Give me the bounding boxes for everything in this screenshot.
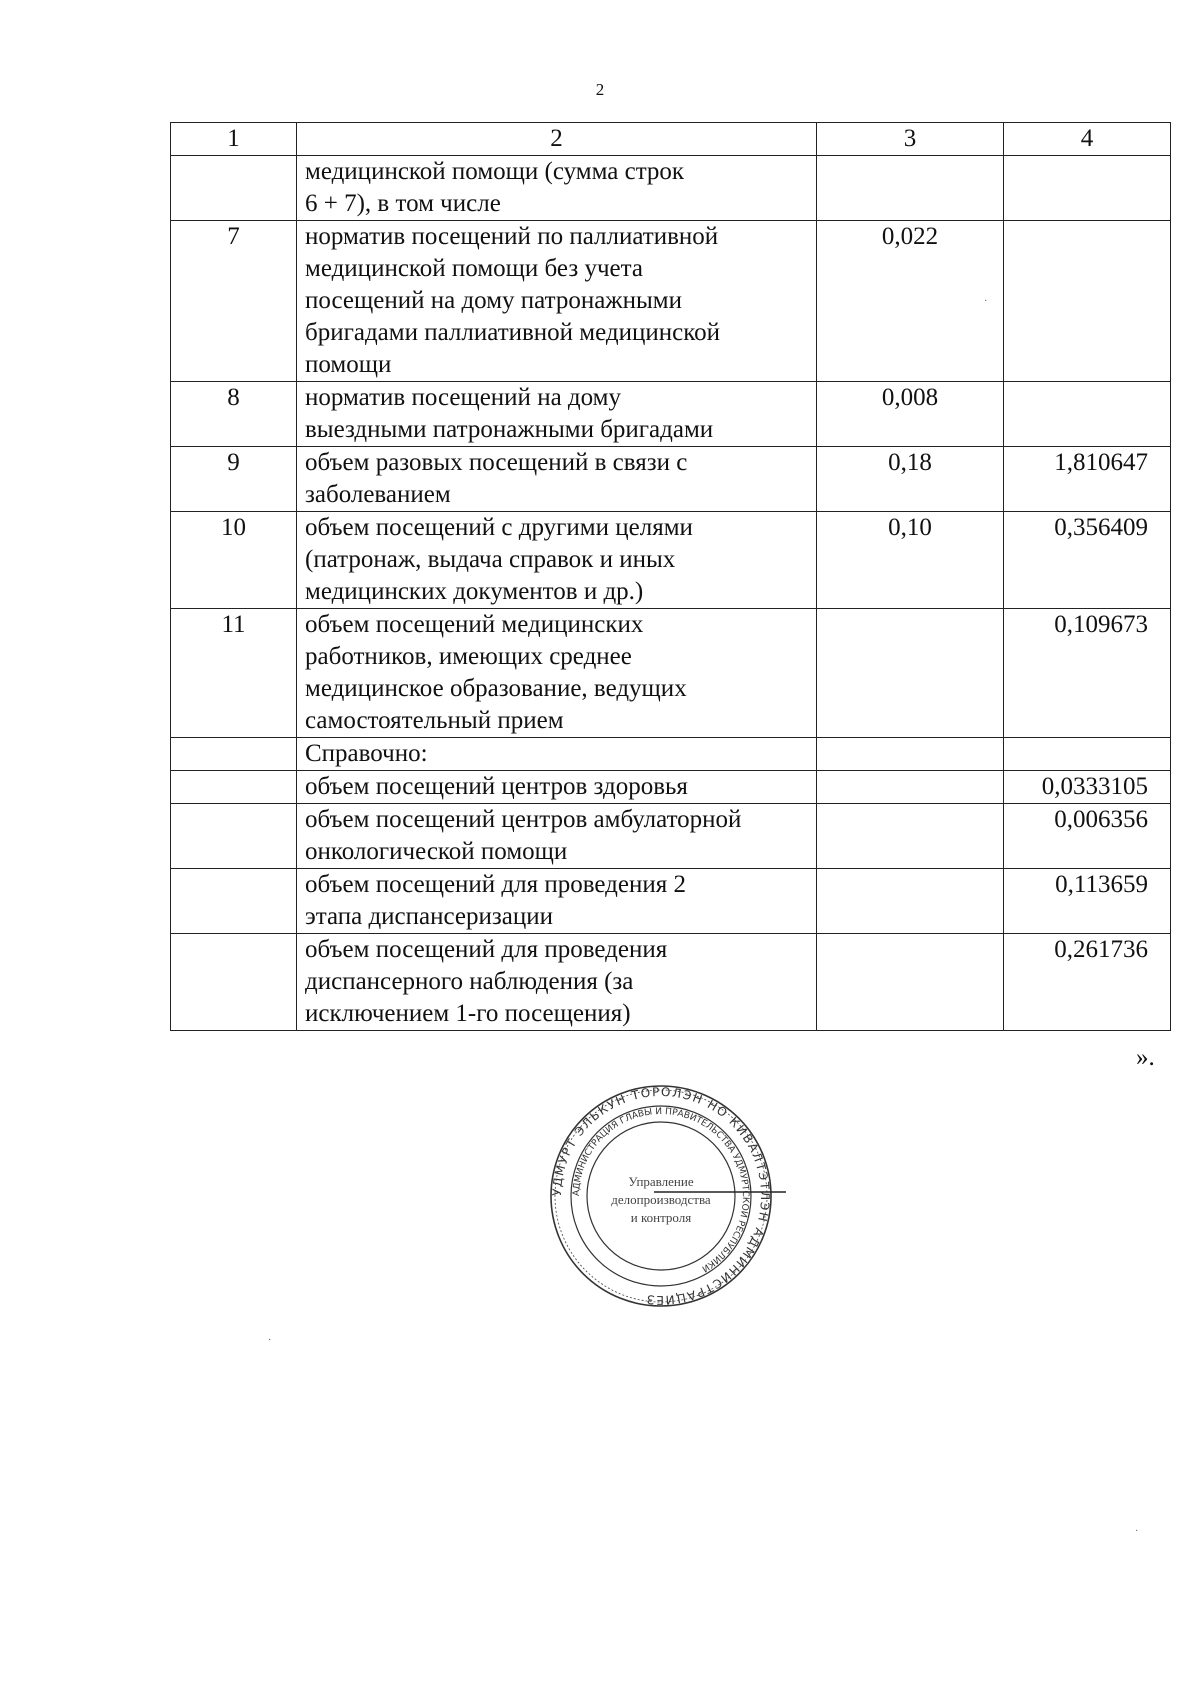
row-number-cell [171, 934, 297, 1031]
row-number-cell: 10 [171, 512, 297, 609]
row-col4-cell: 0,109673 [1004, 609, 1171, 738]
table-row [171, 934, 1171, 1031]
table-row [171, 512, 1171, 609]
row-col4-cell [1004, 156, 1171, 221]
row-description-cell: норматив посещений на дому выездными патронажными бригадами [297, 382, 817, 447]
row-col3-cell [817, 934, 1004, 1031]
table-row [171, 382, 1171, 447]
row-number-cell [171, 738, 297, 771]
row-description-cell: объем посещений для проведения 2 этапа диспансеризации [297, 869, 817, 934]
seal-middle-text: АДМИНИСТРАЦИЯ ГЛАВЫ И ПРАВИТЕЛЬСТВА УДМУРТСКОЙ РЕСПУБЛИКИ [571, 1106, 751, 1274]
table-header-row [171, 123, 1171, 156]
row-col4-cell: 1,810647 [1004, 447, 1171, 512]
row-number-cell [171, 869, 297, 934]
row-col3-cell: 0,10 [817, 512, 1004, 609]
row-col4-cell: 0,356409 [1004, 512, 1171, 609]
seal-center-line-1: Управление [628, 1174, 694, 1189]
table-row [171, 869, 1171, 934]
row-col4-cell: 0,113659 [1004, 869, 1171, 934]
row-number-cell: 11 [171, 609, 297, 738]
row-description-cell: объем посещений с другими целями (патронаж, выдача справок и иных медицинских документов и др.) [297, 512, 817, 609]
stray-dot: · [268, 1335, 272, 1346]
row-description-cell: объем посещений центров здоровья [297, 771, 817, 804]
seal-center-line-2: делопроизводства [611, 1192, 711, 1207]
header-col-3: 3 [817, 123, 1004, 156]
table-row [171, 447, 1171, 512]
table-row [171, 804, 1171, 869]
row-description-cell: объем посещений медицинских работников, имеющих среднее медицинское образование, ведущих самостоятельный прием [297, 609, 817, 738]
row-number-cell: 7 [171, 221, 297, 382]
row-col4-cell: 0,0333105 [1004, 771, 1171, 804]
row-col4-cell [1004, 738, 1171, 771]
row-col3-cell: 0,022 [817, 221, 1004, 382]
row-number-cell [171, 156, 297, 221]
table-row [171, 609, 1171, 738]
row-col3-cell [817, 738, 1004, 771]
row-number-cell [171, 804, 297, 869]
row-col3-cell [817, 609, 1004, 738]
row-col4-cell: 0,006356 [1004, 804, 1171, 869]
table-row [171, 738, 1171, 771]
row-col3-cell: 0,008 [817, 382, 1004, 447]
row-description-cell: объем посещений центров амбулаторной онкологической помощи [297, 804, 817, 869]
row-col3-cell [817, 156, 1004, 221]
seal-outer-text: УДМУРТ ЭЛЬКУН ТОРОЛЭН НО КИВАЛТЭТЛЭН АДМИНИСТРАЦИЕЗ [549, 1084, 773, 1308]
table-row [171, 771, 1171, 804]
row-description-cell: медицинской помощи (сумма строк 6 + 7), в том числе [297, 156, 817, 221]
row-col3-cell [817, 771, 1004, 804]
row-description-cell: объем разовых посещений в связи с заболеванием [297, 447, 817, 512]
row-number-cell: 9 [171, 447, 297, 512]
stray-dot: · [1135, 1526, 1139, 1537]
table-row [171, 156, 1171, 221]
row-col3-cell [817, 869, 1004, 934]
row-description-cell: норматив посещений по паллиативной медицинской помощи без учета посещений на дому патронажными бригадами паллиативной медицинской помощи [297, 221, 817, 382]
row-col3-cell: 0,18 [817, 447, 1004, 512]
table-row [171, 221, 1171, 382]
stray-dot: · [984, 296, 988, 307]
row-number-cell [171, 771, 297, 804]
row-col4-cell [1004, 221, 1171, 382]
header-col-2: 2 [297, 123, 817, 156]
page-number: 2 [595, 80, 605, 99]
row-description-cell: объем посещений для проведения диспансерного наблюдения (за исключением 1-го посещения) [297, 934, 817, 1031]
seal-center-line-3: и контроля [630, 1210, 692, 1225]
header-col-4: 4 [1004, 123, 1171, 156]
row-description-cell: Справочно: [297, 738, 817, 771]
row-col4-cell: 0,261736 [1004, 934, 1171, 1031]
row-number-cell: 8 [171, 382, 297, 447]
row-col3-cell [817, 804, 1004, 869]
row-col4-cell [1004, 382, 1171, 447]
header-col-1: 1 [171, 123, 297, 156]
closing-quote: ». [1136, 1044, 1155, 1071]
official-seal [534, 1080, 789, 1312]
data-table [170, 122, 1171, 1031]
